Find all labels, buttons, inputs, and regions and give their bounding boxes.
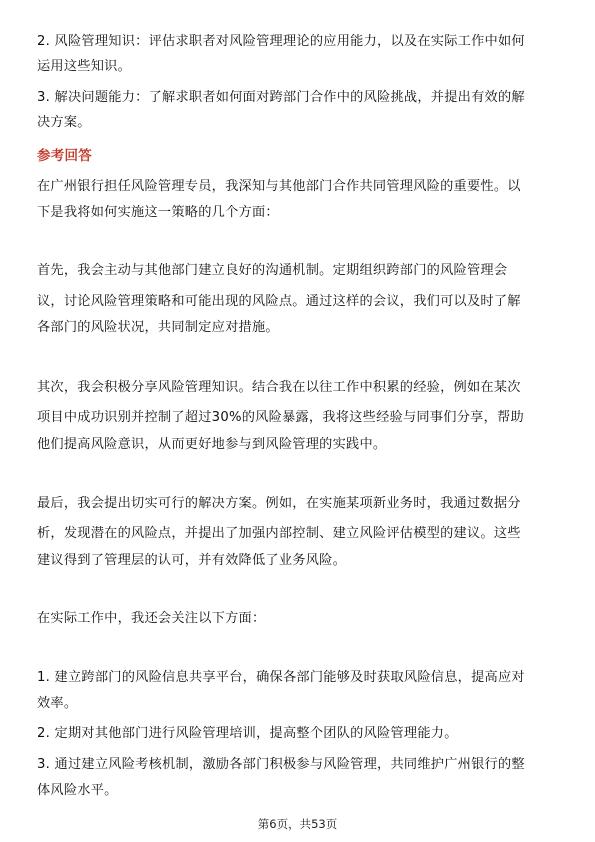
action-item-1-line-1: 1. 建立跨部门的风险信息共享平台，确保各部门能够及时获取风险信息，提高应对 [37,670,525,685]
paragraph-1-line-2: 议，讨论风险管理策略和可能出现的风险点。通过这样的会议，我们可以及时了解 [37,294,521,309]
paragraph-2-line-3: 他们提高风险意识，从而更好地参与到风险管理的实践中。 [37,437,387,452]
action-item-3-line-1: 3. 通过建立风险考核机制，激励各部门积极参与风险管理，共同维护广州银行的整 [37,757,525,772]
list-item-3-line-2: 决方案。 [37,115,91,130]
action-item-1-line-2: 效率。 [37,696,78,711]
paragraph-1-line-1: 首先，我会主动与其他部门建立良好的沟通机制。定期组织跨部门的风险管理会 [37,263,508,278]
action-item-2: 2. 定期对其他部门进行风险管理培训，提高整个团队的风险管理能力。 [37,726,458,741]
intro-line-1: 在广州银行担任风险管理专员，我深知与其他部门合作共同管理风险的重要性。以 [37,179,521,194]
paragraph-2-line-1: 其次，我会积极分享风险管理知识。结合我在以往工作中积累的经验，例如在某次 [37,380,521,395]
paragraph-2-line-2: 项目中成功识别并控制了超过30%的风险暴露，我将这些经验与同事们分享，帮助 [37,410,524,425]
action-item-3-line-2: 体风险水平。 [37,783,118,798]
list-item-2-line-2: 运用这些知识。 [37,59,132,74]
paragraph-3-line-3: 建议得到了管理层的认可，并有效降低了业务风险。 [37,553,347,568]
answer-heading: 参考回答 [37,148,92,164]
paragraph-4-line-1: 在实际工作中，我还会关注以下方面： [37,611,266,626]
paragraph-3-line-2: 析，发现潜在的风险点，并提出了加强内部控制、建立风险评估模型的建议。这些 [37,526,521,541]
paragraph-1-line-3: 各部门的风险状况，共同制定应对措施。 [37,320,279,335]
paragraph-3-line-1: 最后，我会提出切实可行的解决方案。例如，在实施某项新业务时，我通过数据分 [37,496,521,511]
list-item-3-line-1: 3. 解决问题能力：了解求职者如何面对跨部门合作中的风险挑战，并提出有效的解 [37,90,525,105]
intro-line-2: 下是我将如何实施这一策略的几个方面： [37,205,279,220]
list-item-2-line-1: 2. 风险管理知识：评估求职者对风险管理理论的应用能力，以及在实际工作中如何 [37,34,525,49]
page-number-footer: 第6页，共53页 [257,817,338,831]
